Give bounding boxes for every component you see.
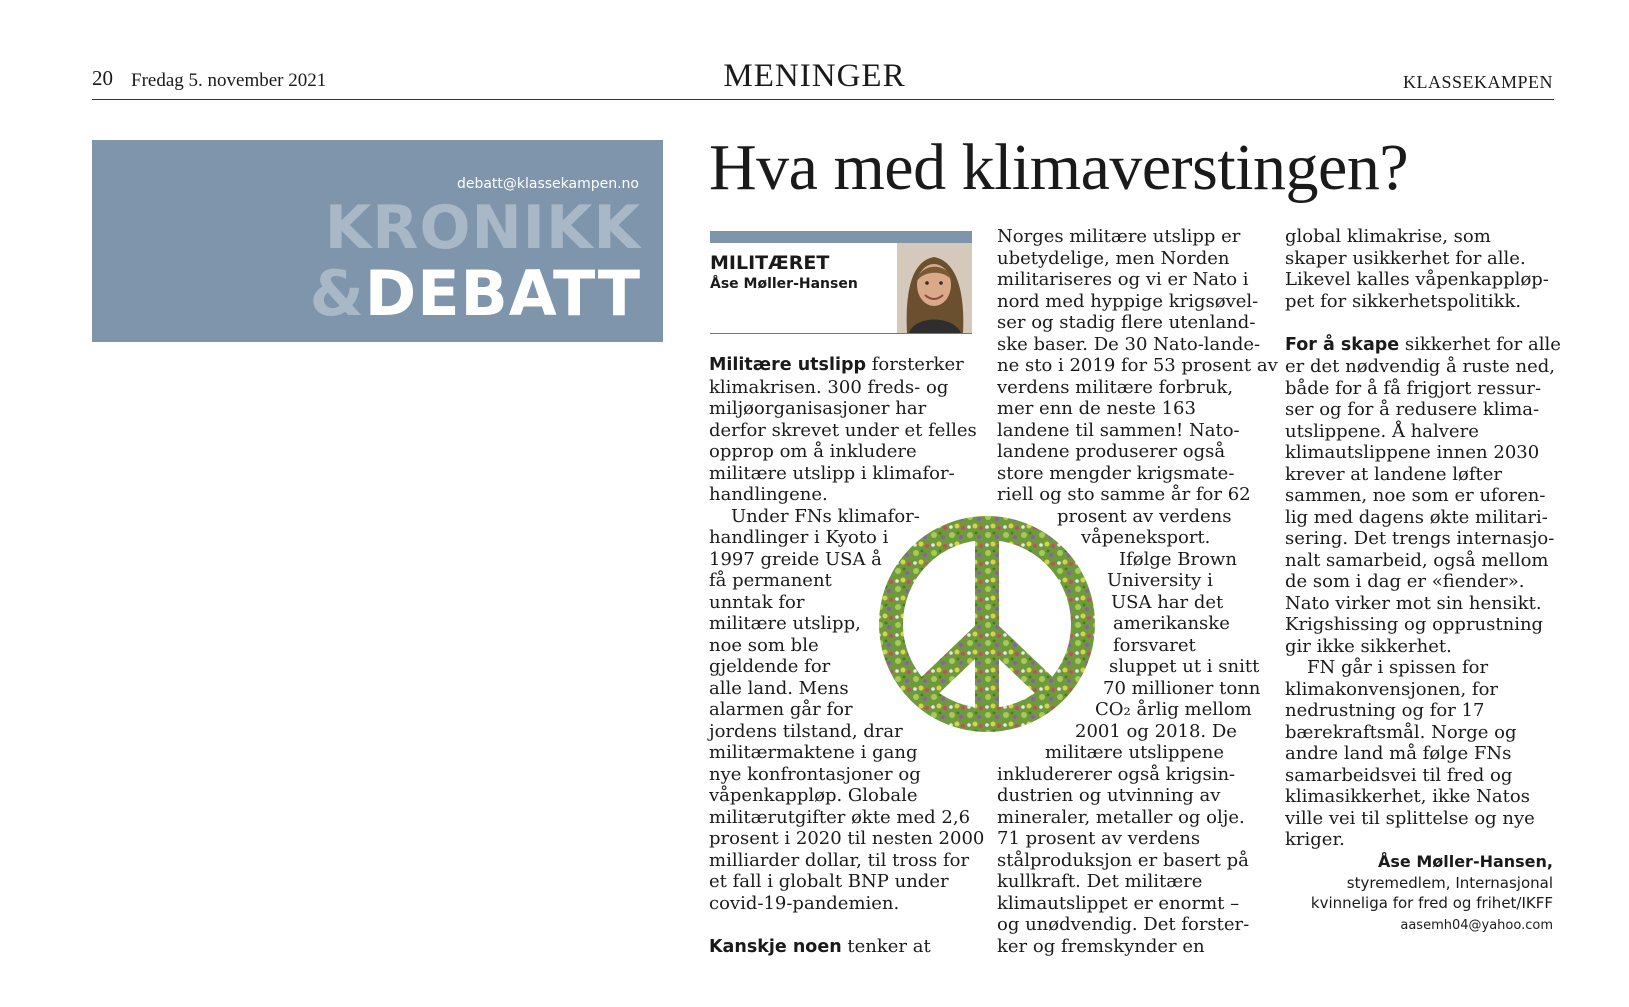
text-line: milliarder dollar, til tross for	[709, 849, 970, 871]
text-line: klimakonvensjonen, for	[1285, 678, 1499, 700]
text-line: klimasikkerhet, ikke Natos	[1285, 786, 1530, 807]
text-line: verdens militære forbruk,	[997, 376, 1234, 398]
text-line: noe som ble	[709, 634, 819, 656]
newspaper-name: KLASSEKAMPEN	[1402, 72, 1553, 92]
text-line: alarmen går for	[709, 699, 853, 720]
text-line: derfor skrevet under et felles	[709, 419, 977, 441]
text-line: unntak for	[709, 591, 805, 613]
author-photo	[897, 243, 972, 333]
byline-rule	[710, 333, 972, 334]
text-line: gjeldende for	[709, 656, 831, 677]
subheading-line: Kanskje noen tenker at	[709, 935, 931, 957]
debate-email: debatt@klassekampen.no	[456, 176, 639, 192]
text-line: mer enn de neste 163	[997, 398, 1196, 419]
article-topic: MILITÆRET	[710, 252, 830, 274]
byline-author: Åse Møller-Hansen	[710, 276, 858, 292]
text-line: jordens tilstand, drar	[709, 720, 903, 742]
text-line: 2001 og 2018. De	[1075, 720, 1237, 742]
text-line: landene produserer også	[997, 441, 1226, 462]
text-line: ville vei til splittelse og nye	[1285, 807, 1535, 829]
section-title: MENINGER	[723, 58, 906, 94]
text-line: militære utslipp,	[709, 613, 861, 634]
text-line: utslippene. Å halvere	[1285, 420, 1479, 442]
text-line: militariseres og vi er Nato i	[997, 269, 1249, 290]
signature-name: Åse Møller-Hansen,	[1377, 852, 1553, 871]
lead-paragraph-start: Militære utslipp forsterker	[709, 354, 964, 375]
text-line: alle land. Mens	[709, 677, 849, 699]
flower-peace-sign-image	[876, 513, 1098, 735]
text-line: nedrustning og for 17	[1285, 700, 1485, 721]
text-line: nye konfrontasjoner og	[709, 763, 921, 785]
banner-kronikk: KRONIKK	[324, 193, 641, 263]
text-line: skaper usikkerhet for alle.	[1285, 247, 1526, 269]
page-number: 20	[92, 66, 113, 90]
text-line: handlinger i Kyoto i	[709, 527, 889, 548]
text-line: ne sto i 2019 for 53 prosent av	[997, 355, 1278, 376]
text-line: handlingene.	[709, 484, 828, 505]
text-line: University i	[1107, 570, 1213, 591]
text-line: klimautslippene innen 2030	[1285, 442, 1540, 463]
subheading-bold: Kanskje noen	[709, 936, 842, 957]
signature-email: aasemh04@yahoo.com	[1400, 918, 1553, 933]
text-line: militærmaktene i gang	[709, 742, 918, 763]
text-line: USA har det	[1111, 591, 1224, 613]
text-line: bærekraftsmål. Norge og	[1285, 721, 1517, 743]
issue-date: Fredag 5. november 2021	[131, 70, 327, 91]
text-line: miljøorganisasjoner har	[709, 398, 927, 419]
text-line: Likevel kalles våpenkappløp-	[1285, 269, 1549, 290]
subheading-bold: For å skape	[1285, 334, 1400, 355]
text-line: store mengder krigsmate-	[997, 462, 1235, 484]
banner-debatt: DEBATT	[364, 257, 641, 330]
text-line: er det nødvendig å ruste ned,	[1285, 356, 1555, 377]
banner-debatt-line	[309, 257, 641, 330]
text-line: gir ikke sikkerhet.	[1285, 635, 1452, 657]
text-spacer	[1285, 312, 1555, 334]
text-line: militærutgifter økte med 2,6	[709, 806, 971, 828]
text-line: amerikanske	[1113, 613, 1230, 634]
text-line: både for å få frigjort ressur-	[1285, 377, 1542, 399]
text-line: landene til sammen! Nato-	[997, 419, 1240, 441]
text-line: forsvaret	[1113, 634, 1196, 656]
text-line: sluppet ut i snitt	[1109, 656, 1260, 677]
text-line: ker og fremskynder en	[997, 935, 1205, 957]
text-line: pet for sikkerhetspolitikk.	[1285, 290, 1522, 312]
text-line: de som i dag er «fiender».	[1285, 571, 1525, 592]
text-line: covid-19-pandemien.	[709, 892, 900, 914]
text-line: 1997 greide USA å	[709, 548, 882, 570]
header-rule	[92, 99, 1554, 100]
text-line: våpenkappløp. Globale	[709, 785, 918, 806]
article-column-3	[1285, 226, 1561, 851]
text-line: stålproduksjon er basert på	[997, 849, 1249, 871]
text-line: CO₂ årlig mellom	[1095, 699, 1252, 720]
text-line: militære utslippene	[1045, 742, 1224, 763]
text-line: våpeneksport.	[1081, 527, 1211, 548]
text-line: ser og for å redusere klima-	[1285, 399, 1540, 420]
text-line: nalt samarbeid, også mellom	[1285, 549, 1549, 571]
text-line: ser og stadig flere utenland-	[997, 312, 1256, 333]
signature-role-2: kvinneliga for fred og frihet/IKFF	[1310, 894, 1553, 912]
text-line: mineraler, metaller og olje.	[997, 806, 1245, 828]
text-line: lig med dagens økte militari-	[1285, 506, 1548, 528]
text-line: krever at landene løfter	[1285, 463, 1502, 485]
text-line: få permanent	[709, 570, 832, 591]
text-line: 70 millioner tonn	[1103, 677, 1261, 699]
text-line: klimakrisen. 300 freds- og	[709, 376, 949, 398]
text-line: Nato virker mot sin hensikt.	[1285, 592, 1542, 614]
text-line: prosent av verdens	[1057, 505, 1232, 527]
text-line: andre land må følge FNs	[1285, 743, 1512, 764]
subheading-line: For å skape sikkerhet for alle	[1285, 333, 1561, 355]
text-line: militære utslipp i klimafor-	[709, 462, 955, 484]
text-line: Ifølge Brown	[1119, 548, 1237, 570]
text-line: klimautslippet er enormt –	[997, 892, 1240, 914]
text-line: kullkraft. Det militære	[997, 871, 1203, 892]
text-line: kriger.	[1285, 829, 1345, 850]
byline-bar	[710, 231, 972, 243]
text-line: ske baser. De 30 Nato-lande-	[997, 333, 1261, 355]
text-line: riell og sto samme år for 62	[997, 484, 1251, 505]
text-line: et fall i globalt BNP under	[709, 871, 949, 892]
text-line: og unødvendig. Det forster-	[997, 914, 1250, 935]
article-headline: Hva med klimaverstingen?	[709, 131, 1409, 204]
text-line: opprop om å inkludere	[709, 441, 917, 462]
text-line: global klimakrise, som	[1285, 226, 1491, 247]
text-line: ubetydelige, men Norden	[997, 247, 1230, 269]
lead-bold: Militære utslipp	[709, 355, 866, 375]
text-spacer	[709, 914, 979, 936]
text-line: samarbeidsvei til fred og	[1285, 764, 1513, 786]
signature-role-1: styremedlem, Internasjonal	[1346, 874, 1553, 892]
text-line: Under FNs klimafor-	[731, 505, 920, 527]
text-line: sering. Det trengs internasjo-	[1285, 528, 1555, 549]
text-line: FN går i spissen for	[1307, 657, 1489, 678]
text-line: Krigshissing og opprustning	[1285, 614, 1544, 635]
text-line: dustrien og utvinning av	[997, 785, 1221, 806]
text-line: 71 prosent av verdens	[997, 828, 1201, 849]
text-line: prosent i 2020 til nesten 2000	[709, 828, 985, 849]
kronikk-debatt-banner	[92, 140, 663, 342]
text-line: Norges militære utslipp er	[997, 226, 1241, 247]
text-line: nord med hyppige krigsøvel-	[997, 290, 1259, 312]
banner-ampersand: &	[309, 257, 365, 330]
text-line: sammen, noe som er uforen-	[1285, 485, 1546, 506]
text-line: inkludererer også krigsin-	[997, 763, 1236, 785]
